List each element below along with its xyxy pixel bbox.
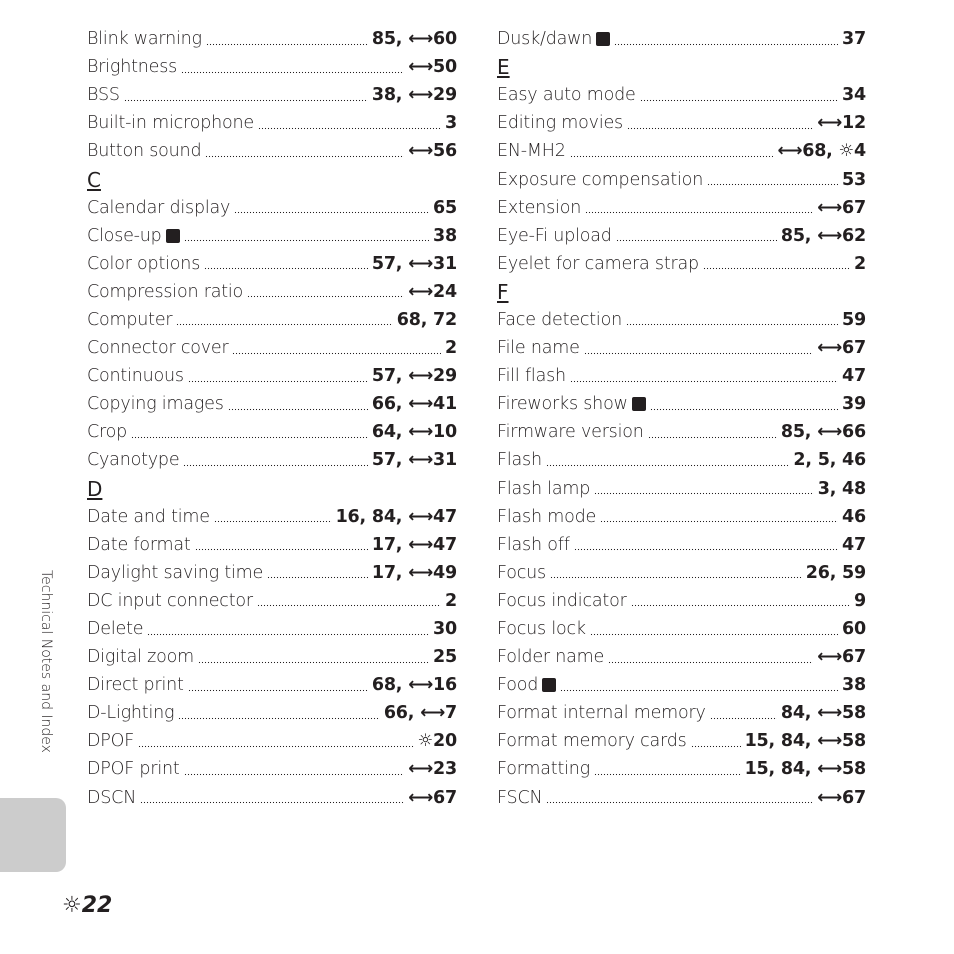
index-page-refs: ⟷68, ☼4 [777,141,866,162]
index-term: Eyelet for camera strap [497,253,699,274]
index-term: Color options [87,253,201,274]
dot-leader [703,265,850,273]
dot-leader [650,405,838,413]
index-entry [87,278,457,306]
index-entry [87,25,457,53]
index-page-refs: 25 [433,647,457,668]
index-page-refs: 85, ⟷62 [780,225,866,246]
dot-leader [257,602,441,610]
index-entry [87,334,457,362]
dot-leader [178,714,380,722]
index-entry [497,531,866,559]
dot-leader [590,630,838,638]
index-term: FSCN [497,787,543,808]
index-term: Blink warning [87,29,202,50]
index-term: Focus indicator [497,590,627,611]
index-term: Flash mode [497,506,597,527]
dot-leader [707,181,838,189]
index-page-refs: 38, ⟷29 [371,85,457,106]
index-page-refs: 47 [842,534,866,555]
index-entry [497,222,866,250]
dot-leader [247,293,404,301]
index-term: Formatting [497,759,590,780]
index-entry [87,503,457,531]
index-entry [497,194,866,222]
index-page-refs: 3, 48 [817,478,866,499]
index-letter-heading: D [87,476,103,501]
index-page-refs: 66, ⟷41 [371,394,457,415]
index-term: Digital zoom [87,647,194,668]
index-page-refs: 47 [842,366,866,387]
index-page-refs: ⟷67 [817,338,866,359]
index-entry [497,784,866,812]
dot-leader [626,321,838,329]
dot-leader [184,237,429,245]
index-entry [87,250,457,278]
dot-leader [691,742,741,750]
dot-leader [614,40,838,48]
index-page-refs: 85, ⟷60 [371,29,457,50]
index-page-refs: ⟷23 [408,759,457,780]
dot-leader [594,770,741,778]
index-entry [87,784,457,812]
index-entry [87,755,457,783]
index-term: Folder name [497,647,605,668]
index-page-refs: 2, 5, 46 [793,450,866,471]
dot-leader [584,349,813,357]
index-term: Built-in microphone [87,113,254,134]
index-page-refs: 15, 84, ⟷58 [744,759,866,780]
index-entry [87,671,457,699]
index-page-refs: ⟷67 [817,197,866,218]
index-entry [87,53,457,81]
index-term: D-Lighting [87,703,175,724]
index-page-refs: 2 [445,590,457,611]
index-term: Focus lock [497,619,586,640]
index-entry [497,25,866,53]
index-term: File name [497,338,580,359]
dot-leader [176,321,392,329]
dot-leader [184,770,405,778]
index-term: BSS [87,85,120,106]
reference-icon: ☼ [62,893,82,918]
index-entry [497,615,866,643]
dot-leader [570,152,774,160]
index-entry [497,699,866,727]
dot-leader [640,96,838,104]
dot-leader [600,518,838,526]
dot-leader [710,714,777,722]
dot-leader [546,799,813,807]
index-term: Exposure compensation [497,169,704,190]
index-entry [497,362,866,390]
dot-leader [267,574,368,582]
dot-leader [181,68,404,76]
index-entry [87,699,457,727]
dot-leader [198,658,429,666]
dot-leader [608,658,813,666]
index-page-refs: 2 [854,253,866,274]
index-entry [87,531,457,559]
dot-leader [550,574,802,582]
index-entry [497,165,866,193]
dot-leader [147,630,429,638]
index-page-refs: ⟷12 [817,113,866,134]
index-entry [87,727,457,755]
index-entry [497,334,866,362]
dot-leader [234,209,429,217]
index-term: Delete [87,619,144,640]
index-term: Compression ratio [87,281,244,302]
index-page-refs: 65 [433,197,457,218]
index-entry [497,643,866,671]
index-term: Copying images [87,394,224,415]
index-entry [87,194,457,222]
index-page-refs: ⟷56 [408,141,457,162]
dot-leader [228,405,368,413]
index-entry [87,81,457,109]
index-term: Focus [497,562,546,583]
index-entry [497,418,866,446]
index-term: Calendar display [87,197,231,218]
index-term: Editing movies [497,113,623,134]
index-term: DPOF print [87,759,180,780]
index-term: Eye-Fi upload [497,225,612,246]
index-page-refs: 38 [842,675,866,696]
dot-leader [131,433,368,441]
index-letter-heading: E [497,55,510,80]
index-column-left [87,25,457,812]
index-entry [87,362,457,390]
index-term: DC input connector [87,590,253,611]
index-term: Flash [497,450,542,471]
index-term: Close-up [87,225,162,246]
dot-leader [124,96,368,104]
dot-leader [258,124,441,132]
index-page-refs: ⟷50 [408,57,457,78]
index-term: Format internal memory [497,703,706,724]
index-entry [497,109,866,137]
index-entry [87,222,457,250]
index-page-refs: 53 [842,169,866,190]
index-page-refs: 16, 84, ⟷47 [335,506,457,527]
index-term: DPOF [87,731,135,752]
section-tab [0,798,66,872]
index-term: Date format [87,534,191,555]
dot-leader [631,602,850,610]
index-page-refs: 68, 72 [396,309,457,330]
section-side-label: Technical Notes and Index [38,570,54,753]
dot-leader [140,799,404,807]
index-term: Connector cover [87,338,229,359]
index-entry [497,503,866,531]
dot-leader [585,209,813,217]
index-term: Crop [87,422,128,443]
index-term: Computer [87,309,173,330]
dot-leader [574,546,838,554]
index-page-refs: ⟷67 [408,787,457,808]
dot-leader [183,461,367,469]
index-letter-heading: C [87,167,101,192]
index-entry [87,109,457,137]
index-entry [497,446,866,474]
dot-leader [560,686,838,694]
index-column-right [497,25,866,812]
index-entry [87,306,457,334]
dot-leader [204,265,368,273]
index-term: Daylight saving time [87,562,264,583]
index-page-refs: 15, 84, ⟷58 [744,731,866,752]
index-term: Extension [497,197,582,218]
dot-leader [546,461,790,469]
index-entry [87,446,457,474]
index-term: Brightness [87,57,178,78]
index-entry [87,418,457,446]
index-term: Firmware version [497,422,644,443]
index-page-refs: 57, ⟷31 [371,253,457,274]
dot-leader [594,490,814,498]
index-entry [497,81,866,109]
index-term: Face detection [497,309,622,330]
index-term: Dusk/dawn [497,29,593,50]
index-term: Direct print [87,675,184,696]
index-entry [497,250,866,278]
index-page-refs: 9 [854,590,866,611]
index-entry [497,671,866,699]
dot-leader [195,546,368,554]
index-term: Food [497,675,539,696]
index-term: EN-MH2 [497,141,566,162]
index-term: DSCN [87,787,137,808]
index-page-refs: 38 [433,225,457,246]
index-entry [497,390,866,418]
dusk-dawn-icon [596,32,610,46]
index-page-refs: ☼20 [417,731,457,752]
index-term: Date and time [87,506,210,527]
index-page-refs: ⟷67 [817,647,866,668]
index-entry [497,559,866,587]
index-page-refs: 26, 59 [805,562,866,583]
index-term: Flash off [497,534,570,555]
index-page-refs: 68, ⟷16 [371,675,457,696]
index-entry [87,559,457,587]
dot-leader [627,124,813,132]
index-page-refs: 60 [842,619,866,640]
index-term: Flash lamp [497,478,591,499]
index-page-refs: 66, ⟷7 [383,703,457,724]
dot-leader [206,40,368,48]
index-entry [87,587,457,615]
dot-leader [570,377,838,385]
macro-flower-icon [166,229,180,243]
index-page-refs: 59 [842,309,866,330]
index-page-refs: 37 [842,29,866,50]
index-letter-heading: F [497,279,509,304]
index-term: Format memory cards [497,731,687,752]
index-entry [497,727,866,755]
index-term: Continuous [87,366,184,387]
index-term: Fill flash [497,366,566,387]
index-term: Fireworks show [497,394,628,415]
index-page-refs: ⟷24 [408,281,457,302]
index-entry [87,615,457,643]
index-page-refs: 57, ⟷31 [371,450,457,471]
index-page-refs: 39 [842,394,866,415]
index-page-refs: 2 [445,338,457,359]
dot-leader [232,349,441,357]
index-term: Easy auto mode [497,85,636,106]
index-entry [497,137,866,165]
index-entry [497,306,866,334]
dot-leader [214,518,332,526]
dot-leader [188,377,368,385]
index-page-refs: 34 [842,85,866,106]
index-entry [87,390,457,418]
index-page-refs: 30 [433,619,457,640]
index-term: Button sound [87,141,202,162]
index-page-refs: 3 [445,113,457,134]
dot-leader [616,237,777,245]
index-page-refs: 46 [842,506,866,527]
index-entry [87,643,457,671]
index-page-refs: 57, ⟷29 [371,366,457,387]
index-term: Cyanotype [87,450,180,471]
index-entry [497,587,866,615]
index-entry [497,475,866,503]
index-page-refs: 17, ⟷47 [371,534,457,555]
page-number: ☼22 [62,893,113,918]
index-page-refs: ⟷67 [817,787,866,808]
dot-leader [138,742,413,750]
index-page-refs: 17, ⟷49 [371,562,457,583]
fireworks-icon [632,397,646,411]
index-page-refs: 64, ⟷10 [371,422,457,443]
index-entry [87,137,457,165]
dot-leader [648,433,777,441]
dot-leader [188,686,368,694]
index-page-refs: 84, ⟷58 [780,703,866,724]
index-page-refs: 85, ⟷66 [780,422,866,443]
food-icon [542,678,556,692]
index-entry [497,755,866,783]
dot-leader [205,152,404,160]
